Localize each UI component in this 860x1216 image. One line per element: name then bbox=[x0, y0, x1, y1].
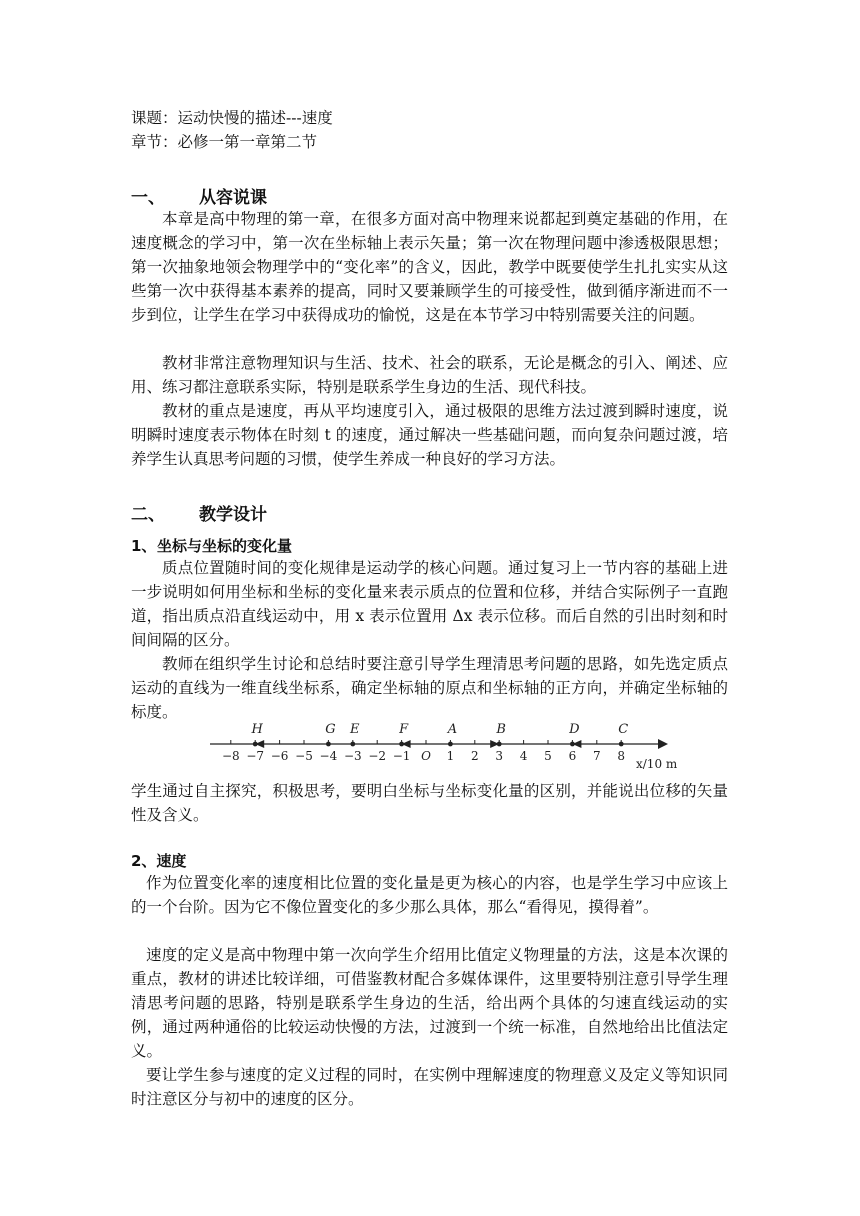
vector-arrowhead bbox=[572, 740, 581, 748]
subsection1-after-figure: 学生通过自主探究，积极思考，要明白坐标与坐标变化量的区别，并能说出位移的矢量性及含义。 bbox=[131, 782, 728, 824]
axis-arrow bbox=[658, 739, 668, 749]
subsection1-paragraph-2: 教师在组织学生讨论和总结时要注意引导学生理清思考问题的思路，如先选定质点运动的直线为一维直线坐标系，确定坐标轴的原点和坐标轴的正方向，并确定坐标轴的标度。 bbox=[131, 655, 728, 721]
section1-number: 一、 bbox=[131, 188, 165, 208]
section1-paragraph-3: 教材的重点是速度，再从平均速度引入，通过极限的思维方法过渡到瞬时速度，说明瞬时速度表示物体在时刻 t 的速度，通过解决一些基础问题，而向复杂问题过渡，培养学生认真思考问题的习惯，使学生养成一种良好的学习方法。 bbox=[131, 402, 728, 468]
tick-label: 1 bbox=[446, 749, 455, 763]
subsection1-number: 1、 bbox=[131, 537, 157, 555]
axis-label: x/10 m bbox=[636, 757, 678, 771]
tick-label: −4 bbox=[319, 749, 338, 763]
chapter-line: 章节：必修一第一章第二节 bbox=[131, 133, 318, 151]
tick-label: 5 bbox=[544, 749, 552, 763]
subsection1-paragraph-1: 质点位置随时间的变化规律是运动学的核心问题。通过复习上一节内容的基础上进一步说明如何用坐标和坐标的变化量来表示质点的位置和位移，并结合实际例子一直跑道，指出质点沿直线运动中，用 x 表示位置用 Δx 表示位移。而后自然的引出时刻和时间间隔的区分。 bbox=[131, 559, 728, 649]
tick-label: −7 bbox=[246, 749, 265, 763]
point-label: G bbox=[325, 722, 336, 737]
section1-heading bbox=[131, 183, 267, 208]
coordinate-axis-figure bbox=[206, 720, 686, 774]
point-label: B bbox=[496, 722, 506, 737]
point-label: H bbox=[251, 722, 263, 737]
point-marker bbox=[350, 742, 355, 747]
subsection2-paragraph-2: 速度的定义是高中物理中第一次向学生介绍用比值定义物理量的方法，这是本次课的重点，教材的讲述比较详细，可借鉴教材配合多媒体课件，这里要特别注意引导学生理清思考问题的思路，特别是联系学生身边的生活，给出两个具体的匀速直线运动的实例，通过两种通俗的比较运动快慢的方法，过渡到一个统一标准，自然地给出比值法定义。 bbox=[131, 946, 728, 1060]
section1-paragraph-2: 教材非常注意物理知识与生活、技术、社会的联系，无论是概念的引入、阐述、应用、练习都注意联系实际，特别是联系学生身边的生活、现代科技。 bbox=[131, 354, 728, 396]
tick-label: −3 bbox=[343, 749, 362, 763]
vector-arrowhead bbox=[255, 740, 264, 748]
tick-label: 3 bbox=[495, 749, 504, 763]
tick-label: 7 bbox=[592, 749, 601, 763]
subsection1-heading bbox=[131, 535, 292, 556]
section2-heading bbox=[131, 500, 267, 525]
point-label: A bbox=[447, 722, 458, 737]
tick-label: −2 bbox=[368, 749, 387, 763]
tick-label: 2 bbox=[470, 749, 479, 763]
tick-label: 8 bbox=[617, 749, 626, 763]
vector-arrowhead bbox=[402, 740, 411, 748]
subsection2-paragraph-3: 要让学生参与速度的定义过程的同时，在实例中理解速度的物理意义及定义等知识同时注意区分与初中的速度的区分。 bbox=[131, 1066, 728, 1108]
point-label: E bbox=[350, 722, 360, 737]
tick-label: 4 bbox=[519, 749, 528, 763]
tick-label: −1 bbox=[392, 749, 411, 763]
point-marker bbox=[448, 742, 453, 747]
point-label: D bbox=[569, 722, 580, 737]
tick-label: 6 bbox=[568, 749, 577, 763]
section2-number: 二、 bbox=[131, 505, 165, 525]
point-marker bbox=[326, 742, 331, 747]
section1-paragraph-1: 本章是高中物理的第一章，在很多方面对高中物理来说都起到奠定基础的作用，在速度概念的学习中，第一次在坐标轴上表示矢量；第一次在物理问题中渗透极限思想；第一次抽象地领会物理学中的“变化率”的含义，因此，教学中既要使学生扎扎实实从这些第一次中获得基本素养的提高，同时又要兼顾学生的可接受性，做到循序渐进而不一步到位，让学生在学习中获得成功的愉悦，这是在本节学习中特别需要关注的问题。 bbox=[131, 210, 728, 324]
subsection1-title: 坐标与坐标的变化量 bbox=[157, 537, 293, 555]
point-label: C bbox=[618, 722, 629, 737]
topic-line: 课题：运动快慢的描述---速度 bbox=[131, 109, 333, 127]
subsection2-paragraph-1: 作为位置变化率的速度相比位置的变化量是更为核心的内容，也是学生学习中应该上的一个台阶。因为它不像位置变化的多少那么具体，那么“看得见，摸得着”。 bbox=[131, 874, 728, 916]
subsection2-heading: 2、速度 bbox=[131, 852, 187, 870]
vector-arrowhead bbox=[490, 740, 499, 748]
tick-label: O bbox=[421, 749, 431, 763]
tick-label: −6 bbox=[270, 749, 289, 763]
point-label: F bbox=[399, 722, 409, 737]
point-marker bbox=[619, 742, 624, 747]
tick-label: −8 bbox=[221, 749, 240, 763]
tick-label: −5 bbox=[295, 749, 313, 763]
section2-title: 教学设计 bbox=[199, 505, 267, 525]
section1-title: 从容说课 bbox=[199, 188, 267, 208]
